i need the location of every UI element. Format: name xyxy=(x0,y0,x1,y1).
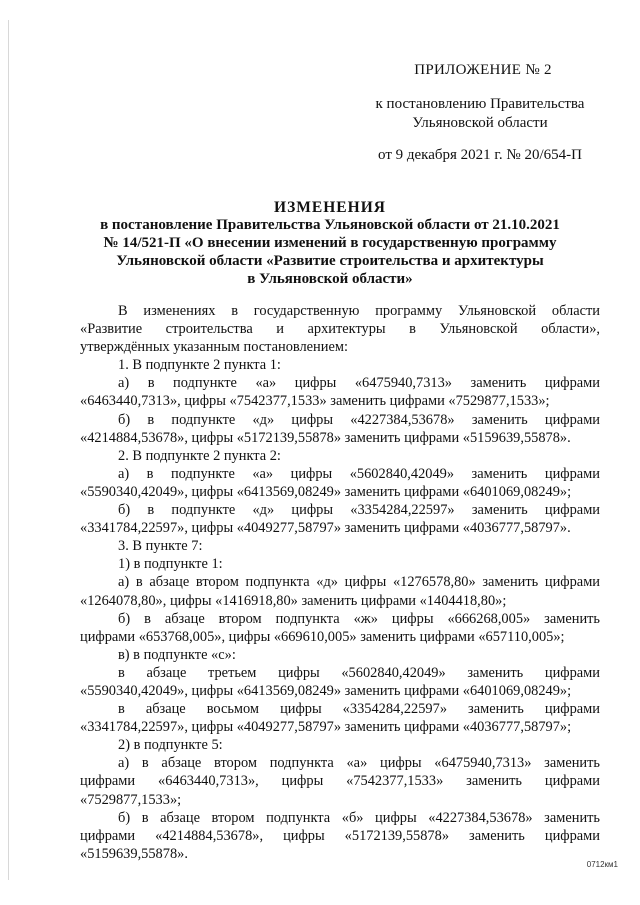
intro-line: В изменениях в государственную программу Ульяновской области xyxy=(118,303,600,319)
paragraph-line: «5590340,42049», цифры «6413569,08249» заменить цифрами «6401069,08249»; xyxy=(80,483,572,500)
document-title: ИЗМЕНЕНИЯ xyxy=(274,199,386,216)
document-subtitle xyxy=(70,216,590,288)
paragraph-line: цифрами «653768,005», цифры «669610,005» заменить цифрами «657110,005»; xyxy=(80,628,565,645)
paragraph-line: а) в подпункте «а» цифры «5602840,42049» заменить цифрами xyxy=(118,465,600,482)
paragraph-line: а) в подпункте «а» цифры «6475940,7313» заменить цифрами xyxy=(118,375,600,392)
intro-line: утверждённых указанным постановлением: xyxy=(80,339,348,356)
paragraph-line: б) в подпункте «д» цифры «4227384,53678» заменить цифрами xyxy=(118,411,600,428)
appendix-region-line: Ульяновской области xyxy=(412,115,548,131)
subsection-heading: 2) в подпункте 5: xyxy=(118,737,223,754)
subtitle-line: в постановление Правительства Ульяновской области от 21.10.2021 xyxy=(100,217,560,233)
section-heading: 3. В пункте 7: xyxy=(118,538,203,555)
paragraph-line: цифрами «4214884,53678», цифры «5172139,55878» заменить цифрами xyxy=(80,827,600,844)
subtitle-line: № 14/521-П «О внесении изменений в государственную программу xyxy=(103,235,557,251)
paragraph-line: «3341784,22597», цифры «4049277,58797» заменить цифрами «4036777,58797». xyxy=(80,520,571,537)
paragraph-line: «3341784,22597», цифры «4049277,58797» заменить цифрами «4036777,58797»; xyxy=(80,719,572,736)
paragraph-line: «6463440,7313», цифры «7542377,1533» заменить цифрами «7529877,1533»; xyxy=(80,393,550,410)
subtitle-line: в Ульяновской области» xyxy=(247,271,413,287)
paragraph-line: «4214884,53678», цифры «5172139,55878» заменить цифрами «5159639,55878». xyxy=(80,429,571,446)
paragraph-line: «7529877,1533»; xyxy=(80,791,182,808)
subsection-heading: в) в подпункте «с»: xyxy=(118,646,236,663)
document-body xyxy=(80,302,600,863)
paragraph-line: цифрами «6463440,7313», цифры «7542377,1533» заменить цифрами xyxy=(80,773,600,790)
appendix-date-line: от 9 декабря 2021 г. № 20/654-П xyxy=(378,147,582,163)
paragraph-line: в абзаце третьем цифры «5602840,42049» заменить цифрами xyxy=(118,664,600,681)
paragraph-line: б) в абзаце втором подпункта «б» цифры «4227384,53678» заменить xyxy=(118,809,600,826)
scan-edge-line xyxy=(8,20,9,880)
section-heading: 2. В подпункте 2 пункта 2: xyxy=(118,447,281,464)
paragraph-line: б) в абзаце втором подпункта «ж» цифры «666268,005» заменить xyxy=(118,610,600,627)
appendix-reference-line: к постановлению Правительства xyxy=(375,96,585,112)
appendix-title: ПРИЛОЖЕНИЕ № 2 xyxy=(414,62,552,78)
intro-line: «Развитие строительства и архитектуры в Ульяновской области», xyxy=(80,321,600,338)
paragraph-line: «5159639,55878». xyxy=(80,845,188,862)
paragraph-line: «5590340,42049», цифры «6413569,08249» заменить цифрами «6401069,08249»; xyxy=(80,682,572,699)
subsection-heading: 1) в подпункте 1: xyxy=(118,556,223,573)
paragraph-line: б) в подпункте «д» цифры «3354284,22597» заменить цифрами xyxy=(118,502,600,519)
document-code: 0712км1 xyxy=(586,860,618,869)
subtitle-line: Ульяновской области «Развитие строительства и архитектуры xyxy=(116,253,544,269)
paragraph-line: а) в абзаце втором подпункта «а» цифры «6475940,7313» заменить xyxy=(118,755,600,772)
paragraph-line: в абзаце восьмом цифры «3354284,22597» заменить цифрами xyxy=(118,701,600,718)
section-heading: 1. В подпункте 2 пункта 1: xyxy=(118,357,281,374)
paragraph-line: «1264078,80», цифры «1416918,80» заменить цифрами «1404418,80»; xyxy=(80,592,507,609)
paragraph-line: а) в абзаце втором подпункта «д» цифры «1276578,80» заменить цифрами xyxy=(118,574,600,591)
